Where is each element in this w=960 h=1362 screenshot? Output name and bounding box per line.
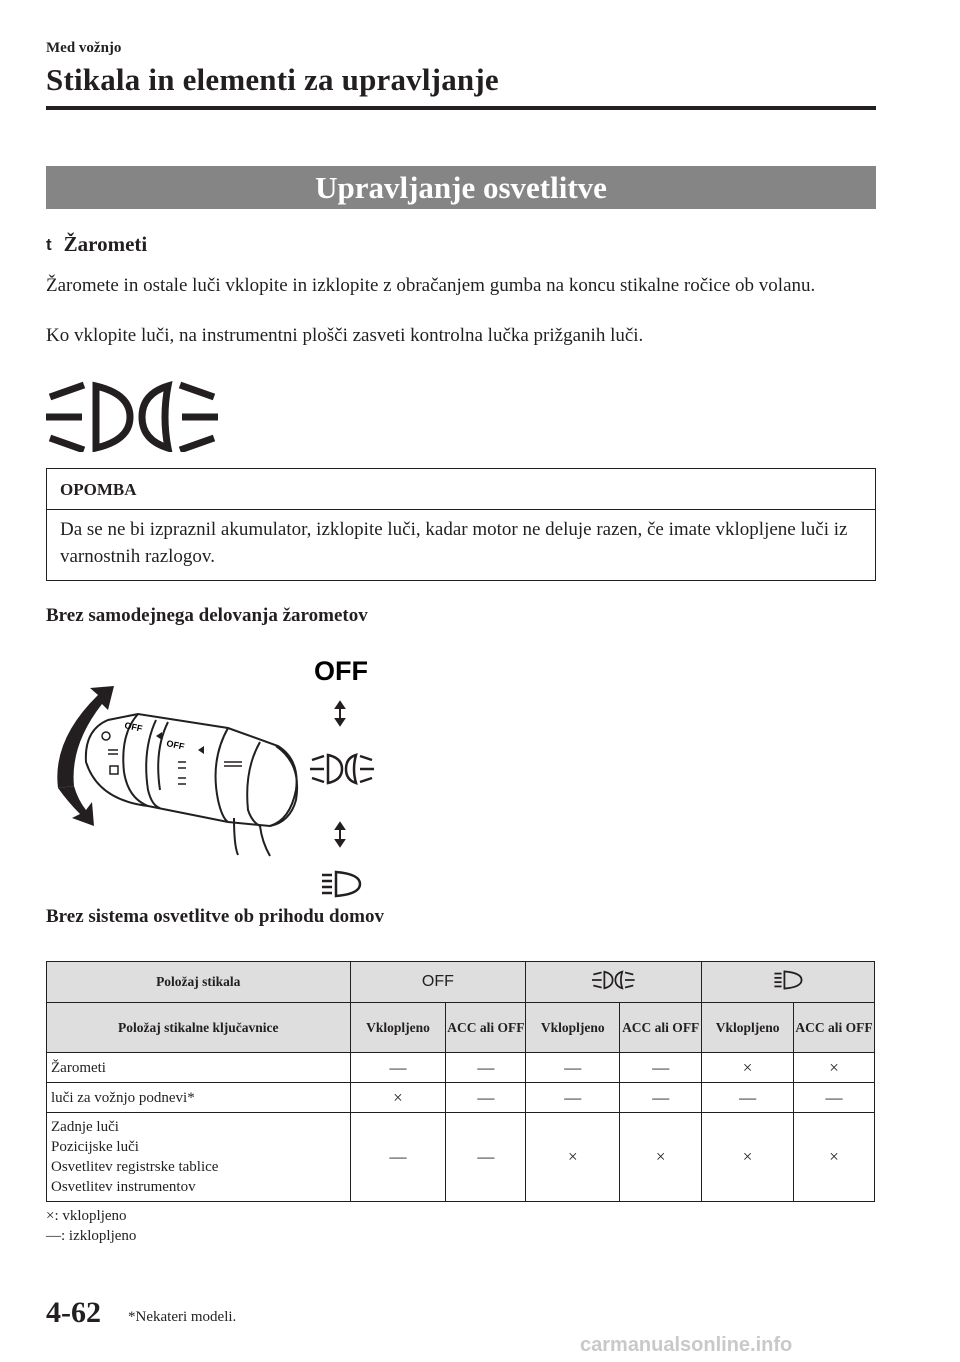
cell: ×	[526, 1113, 620, 1202]
on-header-3: Vklopljeno	[702, 1003, 794, 1053]
note-label: OPOMBA	[47, 469, 875, 510]
row-label: luči za vožnjo podnevi*	[47, 1083, 351, 1113]
paragraph-1: Žaromete in ostale luči vklopite in izklopite z obračanjem gumba na koncu stikalne ročice ob volanu.	[46, 275, 816, 296]
cell: ×	[702, 1113, 794, 1202]
watermark: carmanualsonline.info	[580, 1334, 793, 1356]
cell: ×	[620, 1113, 702, 1202]
row-label-line: Osvetlitev registrske tablice	[51, 1159, 219, 1175]
parking-column-header	[702, 962, 875, 1003]
page-number: 4-62	[46, 1296, 101, 1329]
paragraph-2: Ko vklopite luči, na instrumentni plošči zasveti kontrolna lučka prižganih luči.	[46, 325, 644, 346]
subheading-no-auto: Brez samodejnega delovanja žarometov	[46, 605, 368, 626]
note-box	[46, 468, 876, 581]
heading-row	[46, 232, 147, 257]
heading-bullet: t	[46, 234, 52, 254]
table-row	[47, 1083, 875, 1113]
cell: —	[526, 1053, 620, 1083]
legend-on: ×: vklopljeno	[46, 1208, 127, 1224]
acc-off-header-3: ACC ali OFF	[794, 1003, 875, 1053]
cell: —	[446, 1053, 526, 1083]
note-text: Da se ne bi izpraznil akumulator, izklopite luči, kadar motor ne deluje razen, če imate vklopljene luči iz varnostnih razlogov.	[60, 519, 848, 567]
cell: —	[350, 1053, 446, 1083]
chapter-title: Stikala in elementi za upravljanje	[46, 62, 499, 97]
table-header-row	[47, 962, 875, 1003]
headlight-icon	[310, 755, 374, 783]
parking-light-icon	[322, 872, 360, 896]
row-label-line: Zadnje luči	[51, 1119, 119, 1135]
table-row	[47, 1113, 875, 1202]
headlight-indicator-icon	[42, 380, 222, 452]
knob-off-label-2: OFF	[165, 738, 186, 752]
parking-light-icon	[773, 970, 803, 990]
section-label: Med vožnjo	[46, 40, 122, 56]
row-label: Žarometi	[47, 1053, 351, 1083]
cell: —	[620, 1083, 702, 1113]
switch-position-header: Položaj stikala	[47, 962, 351, 1003]
cell: —	[794, 1083, 875, 1113]
cell: —	[446, 1113, 526, 1202]
chapter-rule	[46, 106, 876, 110]
cell: —	[446, 1083, 526, 1113]
cell: —	[702, 1083, 794, 1113]
cell: —	[620, 1053, 702, 1083]
subheading-no-coming-home: Brez sistema osvetlitve ob prihodu domov	[46, 906, 384, 927]
row-label	[47, 1113, 351, 1202]
heading-title: Žarometi	[63, 232, 148, 256]
on-header-1: Vklopljeno	[350, 1003, 446, 1053]
table-subheader-row	[47, 1003, 875, 1053]
acc-off-header-1: ACC ali OFF	[446, 1003, 526, 1053]
knob-off-label-1: OFF	[123, 720, 144, 734]
section-banner: Upravljanje osvetlitve	[46, 166, 876, 209]
acc-off-header-2: ACC ali OFF	[620, 1003, 702, 1053]
footnote: *Nekateri modeli.	[128, 1309, 237, 1325]
cell: ×	[794, 1053, 875, 1083]
headlight-icon	[592, 970, 636, 990]
legend-off: —: izklopljeno	[46, 1228, 137, 1244]
cell: ×	[794, 1113, 875, 1202]
cell: —	[526, 1083, 620, 1113]
cell: —	[350, 1113, 446, 1202]
on-header-2: Vklopljeno	[526, 1003, 620, 1053]
light-switch-figure	[38, 650, 378, 900]
off-position-label: OFF	[314, 656, 368, 686]
cell: ×	[350, 1083, 446, 1113]
row-label-line: Osvetlitev instrumentov	[51, 1179, 196, 1195]
table-row	[47, 1053, 875, 1083]
off-column-header: OFF	[350, 962, 526, 1003]
ignition-position-header: Položaj stikalne ključavnice	[47, 1003, 351, 1053]
headlight-column-header	[526, 962, 702, 1003]
row-label-line: Pozicijske luči	[51, 1139, 139, 1155]
cell: ×	[702, 1053, 794, 1083]
lights-table	[46, 961, 875, 1202]
